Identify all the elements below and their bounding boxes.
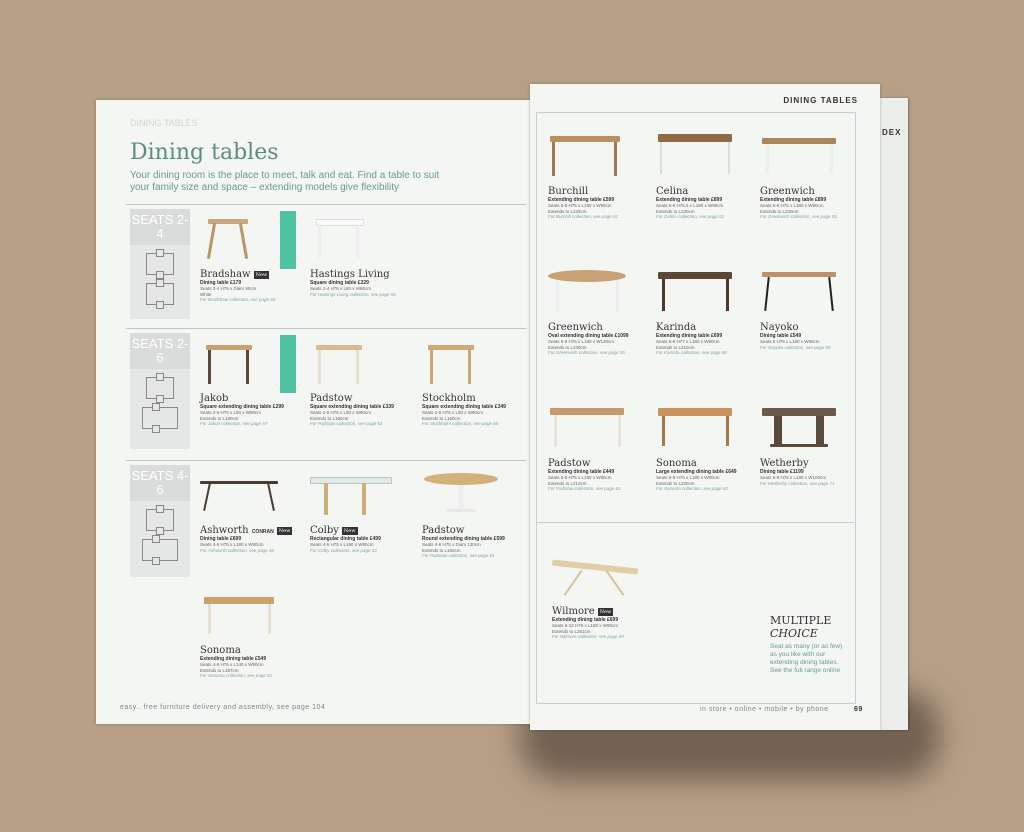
product-desc: Square extending dining table £349 [422, 404, 506, 410]
feature-heading: MULTIPLE [770, 614, 832, 627]
product-spec: Extends to L230cm [656, 480, 695, 486]
table-image [760, 400, 840, 454]
left-footer: easy.. free furniture delivery and assembly, see page 104 [120, 704, 326, 711]
product-ref: For Bradshaw collection, see page 50 [200, 297, 276, 302]
product-spec: Seats 2-4 H76 x L80 x W80cm [310, 286, 372, 291]
table-image [548, 400, 628, 454]
product-ref: For Karinda collection, see page 58 [656, 350, 727, 355]
product-ref: For Padstow collection, see page 61 [548, 486, 621, 491]
product-spec: Seats 6-8 H76 x L180 x W90cm [760, 203, 824, 208]
table-icon [146, 253, 174, 275]
table-image [200, 587, 280, 641]
table-image [760, 128, 840, 182]
product-ref: For Hastings Living collection, see page 56 [310, 291, 396, 297]
product-ref: For Greenwich collection, see page 55 [548, 350, 625, 355]
product-spec: Seats 4-6 H75 x L190 x W90cm [310, 542, 374, 547]
product-spec: Seats 4-6 H75 x L180 x W90cm [200, 542, 264, 547]
left-page [96, 100, 532, 724]
product-card[interactable] [656, 264, 766, 356]
product-spec: Extends to L212cm [548, 480, 587, 486]
product-name: Padstow [310, 393, 353, 404]
product-spec: Extends to L230cm [548, 344, 587, 350]
product-card[interactable] [422, 335, 532, 427]
table-icon [142, 539, 178, 561]
product-spec: Extends to L160cm [422, 415, 461, 421]
product-spec: Seats 6-8 H76.5 x L180 x W90cm [656, 203, 724, 208]
product-desc: Dining table £1199 [760, 469, 804, 475]
seats-label: SEATS 2-4 [130, 209, 190, 245]
product-desc: Extending dining table £599 [548, 197, 615, 203]
product-desc: Extending dining table £699 [656, 333, 723, 339]
table-image [548, 128, 628, 182]
product-ref: For Wetherby collection, see page 71 [760, 480, 835, 486]
product-card[interactable] [200, 211, 310, 303]
table-image [200, 335, 280, 389]
product-ref: For Colby collection, see page 53 [310, 547, 377, 553]
product-desc: Large extending dining table £649 [656, 469, 737, 475]
product-card[interactable] [760, 400, 870, 487]
product-spec: Seats 2-6 H75 x L90 x W90cm [422, 410, 484, 415]
seats-panel [130, 333, 190, 449]
product-desc: Dining table £699 [200, 536, 242, 542]
ghost-heading: DINING TABLES [130, 118, 198, 128]
product-desc: Extending dining table £449 [548, 469, 615, 475]
section-seats-4-6 [126, 460, 526, 697]
table-image [760, 264, 840, 318]
seats-panel [130, 209, 190, 319]
product-card[interactable] [760, 128, 870, 220]
product-ref: For Greenwich collection, see page 55 [760, 214, 837, 219]
product-name: Stockholm [422, 393, 476, 404]
product-name: Karinda [656, 322, 697, 333]
product-spec: Seats 6-8 H76 x L190 x W100cm [760, 475, 827, 480]
product-name: Padstow [422, 525, 465, 536]
product-desc: Round extending dining table £599 [422, 536, 505, 542]
table-icon [142, 407, 178, 429]
product-desc: Extending dining table £899 [656, 197, 723, 203]
product-ref: For Sonoma collection, see page 62 [200, 673, 273, 678]
grid-divider [536, 522, 854, 523]
product-spec: Seats 2-6 H76 x L90 x W90cm [200, 410, 262, 415]
product-name: Celina [656, 186, 689, 197]
feature-subheading: CHOICE [770, 627, 818, 640]
seats-panel [130, 465, 190, 577]
product-name: Burchill [548, 186, 589, 197]
product-name: Sonoma [200, 645, 241, 656]
product-card[interactable] [310, 211, 420, 298]
product-spec: Seats 6-8 H76 x L180 x W120cm [548, 339, 615, 344]
product-spec: Seats 6-8 H77 x L180 x W90cm [656, 339, 720, 344]
table-image [422, 467, 502, 521]
product-desc: Square dining table £229 [310, 280, 369, 286]
product-ref: For Sonoma collection, see page 62 [656, 486, 729, 491]
product-spec: Extends to L230cm [656, 208, 695, 214]
product-spec: Extends to L261cm [552, 628, 591, 634]
product-ref: For Padstow collection, see page 61 [310, 421, 383, 426]
product-spec: Extends to L160cm [422, 547, 461, 553]
product-name: Greenwich [548, 322, 603, 333]
page-number: 69 [854, 706, 863, 713]
product-card[interactable] [656, 128, 766, 220]
product-ref: For Nayoko collection, see page 59 [760, 344, 831, 350]
table-icon [146, 283, 174, 305]
product-ref: For Jakob collection, see page 57 [200, 421, 268, 426]
product-name: Wilmore New [552, 606, 612, 617]
section-seats-2-4 [126, 204, 526, 323]
product-name: Sonoma [656, 458, 697, 469]
table-icon [146, 509, 174, 531]
page-heading: DINING TABLES [783, 96, 858, 105]
product-spec: Seats 4-6 H75 x Diam 130cm [422, 542, 481, 547]
product-spec: White [200, 291, 212, 297]
product-spec: Seats 2-4 H76 x Diam 90cm [200, 286, 257, 291]
table-image [656, 128, 736, 182]
product-spec: Extends to L180cm [200, 415, 239, 421]
product-name: Ashworth CONRAN New [200, 525, 291, 536]
product-card[interactable] [552, 548, 672, 640]
product-card[interactable] [422, 467, 532, 559]
multiple-choice-feature [770, 614, 850, 675]
product-name: Bradshaw New [200, 269, 268, 280]
product-desc: Extending dining table £699 [552, 617, 619, 623]
table-image [200, 467, 280, 521]
product-ref: For Ashworth collection, see page 36 [200, 547, 274, 553]
product-card[interactable] [200, 467, 310, 554]
product-card[interactable] [200, 335, 310, 427]
product-ref: For Celina collection, see page 52 [656, 214, 725, 219]
section-seats-2-6 [126, 328, 526, 453]
table-image [200, 211, 280, 265]
product-ref: For Wilmore collection, see page 69 [552, 634, 624, 639]
product-desc: Square extending dining table £339 [310, 404, 394, 410]
product-spec: Seats 6 H76 x L180 x W90cm [760, 339, 820, 344]
product-spec: Extends to L160cm [310, 415, 349, 421]
product-desc: Dining table £549 [760, 333, 802, 339]
product-spec: Extends to L187cm [200, 667, 239, 673]
right-footer: in store • online • mobile • by phone [700, 706, 829, 713]
table-image [422, 335, 502, 389]
product-card[interactable] [548, 400, 658, 492]
right-page [530, 84, 880, 730]
product-spec: Seats 6-8 H75 x L160 x W90cm [548, 203, 612, 208]
table-image [310, 335, 390, 389]
table-image [310, 467, 390, 521]
product-desc: Oval extending dining table £1099 [548, 333, 629, 339]
product-spec: Seats 2-6 H75 x L90 x W90cm [310, 410, 372, 415]
product-desc: Extending dining table £549 [200, 656, 267, 662]
product-name: Hastings Living [310, 269, 390, 280]
product-card[interactable] [656, 400, 766, 492]
product-card[interactable] [200, 587, 310, 679]
product-spec: Extends to L233cm [548, 208, 587, 214]
product-name: Jakob [200, 393, 229, 404]
feature-text: Seat as many (or as few) as you like with our extending dining tables. See the full range online [770, 643, 843, 674]
product-card[interactable] [548, 264, 658, 356]
product-card[interactable] [760, 264, 870, 351]
page-edge: DEX [878, 98, 908, 730]
table-icon [146, 377, 174, 399]
product-desc: Dining table £179 [200, 280, 242, 286]
product-spec: Seats 6-8 H75 x L160 x W90cm [548, 475, 612, 480]
table-image [656, 264, 736, 318]
product-desc: Extending dining table £899 [760, 197, 827, 203]
product-spec: Seats 4-6 H75 x L140 x W90cm [200, 662, 264, 667]
product-spec: Extends to L230cm [760, 208, 799, 214]
table-image [656, 400, 736, 454]
intro-text: Your dining room is the place to meet, talk and eat. Find a table to suit your family size and space – extending models give flexibility [130, 170, 440, 193]
seats-label: SEATS 4-6 [130, 465, 190, 501]
product-name: Padstow [548, 458, 591, 469]
seats-label: SEATS 2-6 [130, 333, 190, 369]
product-card[interactable] [310, 335, 420, 427]
product-desc: Rectangular dining table £499 [310, 536, 381, 542]
product-spec: Extends to L210cm [656, 344, 695, 350]
product-spec: Seats 6-12 H76 x L180 x W90cm [552, 623, 619, 628]
table-image [552, 548, 642, 602]
product-ref: For Padstow collection, see page 61 [422, 553, 495, 558]
product-ref: For Burchill collection, see page 51 [548, 214, 619, 219]
product-ref: For Stockholm collection, see page 65 [422, 421, 499, 426]
table-image [548, 264, 628, 318]
product-name: Nayoko [760, 322, 799, 333]
product-desc: Square extending dining table £299 [200, 404, 284, 410]
product-card[interactable] [310, 467, 420, 554]
product-name: Colby New [310, 525, 356, 536]
product-name: Greenwich [760, 186, 815, 197]
page-title: Dining tables [130, 140, 279, 165]
product-spec: Seats 6-8 H75 x L180 x W90cm [656, 475, 720, 480]
product-card[interactable] [548, 128, 658, 220]
table-image [310, 211, 390, 265]
product-name: Wetherby [760, 458, 809, 469]
